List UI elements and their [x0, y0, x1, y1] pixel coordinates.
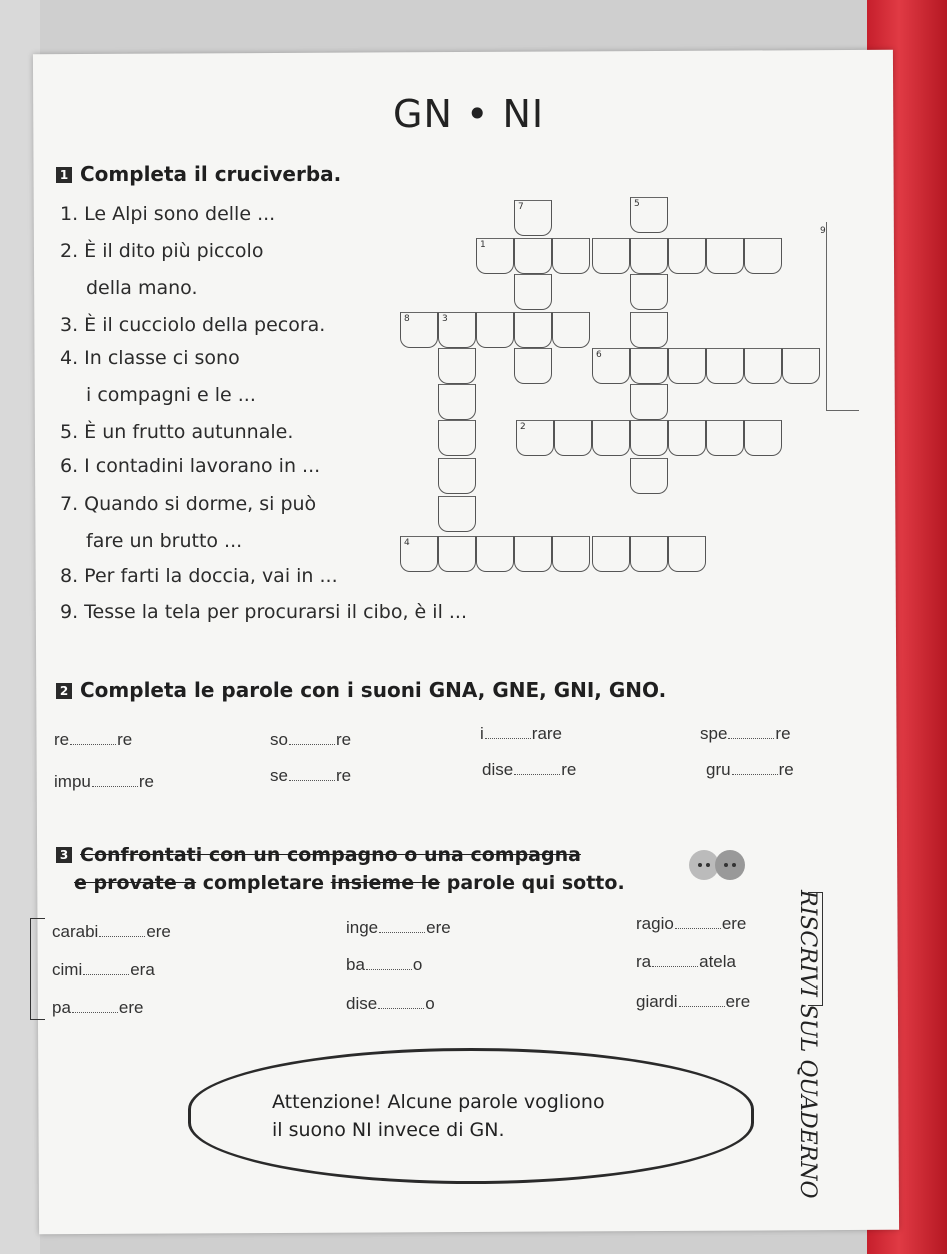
clue-3: 3. È il cucciolo della pecora. — [60, 314, 326, 336]
crossword-cell[interactable] — [438, 420, 476, 456]
answer-blank[interactable] — [366, 969, 412, 970]
crossword-cell[interactable] — [592, 420, 630, 456]
clue-4: 4. In classe ci sono — [60, 347, 240, 369]
crossword-cell[interactable] — [476, 312, 514, 348]
exercise1-number: 1 — [56, 167, 72, 183]
crossword-cell[interactable] — [744, 238, 782, 274]
crossword-cell[interactable] — [514, 200, 552, 236]
exercise2-heading-text: Completa le parole con i suoni GNA, GNE, GNI, GNO. — [80, 678, 667, 702]
crossword-cell[interactable] — [516, 420, 554, 456]
crossword-cell[interactable] — [706, 238, 744, 274]
crossword-cell[interactable] — [668, 348, 706, 384]
exercise1-heading — [56, 162, 341, 186]
answer-blank[interactable] — [289, 744, 335, 745]
clue-5: 5. È un frutto autunnale. — [60, 421, 294, 443]
clue-7-cont: fare un brutto ... — [86, 530, 243, 552]
crossword-cell[interactable] — [400, 312, 438, 348]
word-item: gru re — [706, 760, 794, 779]
answer-blank[interactable] — [99, 936, 145, 937]
clue-6: 6. I contadini lavorano in ... — [60, 455, 321, 477]
exercise3-heading-struck: Confrontati con un compagno o una compagna — [80, 844, 581, 866]
answer-blank[interactable] — [485, 738, 531, 739]
crossword-cell[interactable] — [630, 312, 668, 348]
crossword-cell[interactable] — [476, 536, 514, 572]
cell-number-4: 4 — [404, 538, 410, 548]
cell-number-8: 8 — [404, 314, 410, 324]
cell-number-6: 6 — [596, 350, 602, 360]
exercise2-number: 2 — [56, 683, 72, 699]
crossword-cell[interactable] — [514, 274, 552, 310]
crossword-cell[interactable] — [514, 536, 552, 572]
word-item: giardi ere — [636, 992, 751, 1011]
answer-blank[interactable] — [675, 928, 721, 929]
crossword-cell[interactable] — [552, 312, 590, 348]
crossword-cell[interactable] — [630, 274, 668, 310]
crossword-cell[interactable] — [476, 238, 514, 274]
left-bracket-mark — [30, 918, 45, 1020]
answer-blank[interactable] — [732, 774, 778, 775]
answer-blank[interactable] — [70, 744, 116, 745]
cell-number-2: 2 — [520, 422, 526, 432]
callout-line-1: Attenzione! Alcune parole vogliono — [272, 1091, 605, 1113]
crossword-cell[interactable] — [630, 420, 668, 456]
cell-number-5: 5 — [634, 199, 640, 209]
crossword-cell[interactable] — [438, 348, 476, 384]
word-item: ragio ere — [636, 914, 747, 933]
clue-2: 2. È il dito più piccolo — [60, 240, 264, 262]
clue-1: 1. Le Alpi sono delle ... — [60, 203, 276, 225]
crossword-cell[interactable] — [744, 420, 782, 456]
word-item: inge ere — [346, 918, 451, 937]
crossword-cell[interactable] — [592, 536, 630, 572]
crossword-cell[interactable] — [400, 536, 438, 572]
crossword-cell[interactable] — [438, 496, 476, 532]
exercise3-number: 3 — [56, 847, 72, 863]
crossword-cell[interactable] — [438, 312, 476, 348]
crossword-cell[interactable] — [630, 238, 668, 274]
word-item: ra atela — [636, 952, 736, 971]
crossword-cell[interactable] — [514, 312, 552, 348]
cell-number-9: 9 — [820, 226, 826, 236]
word-item: cimi era — [52, 960, 155, 979]
crossword-cell[interactable] — [592, 348, 630, 384]
crossword-cell[interactable] — [514, 238, 552, 274]
cell-number-1: 1 — [480, 240, 486, 250]
word-item: impu re — [54, 772, 154, 791]
exercise3-heading-line2: e provate a completare insieme le parole qui sotto. — [74, 872, 625, 894]
cell-number-7: 7 — [518, 202, 524, 212]
crossword-cell[interactable] — [630, 197, 668, 233]
word-item: carabi ere — [52, 922, 171, 941]
crossword-cell[interactable] — [630, 458, 668, 494]
children-illustration-icon — [682, 845, 752, 885]
crossword-cell[interactable] — [782, 348, 820, 384]
exercise3-heading — [56, 844, 581, 866]
clue-4-cont: i compagni e le ... — [86, 384, 256, 406]
crossword-cell[interactable] — [706, 420, 744, 456]
page-title: GN • NI — [393, 92, 545, 136]
word-item: dise o — [346, 994, 435, 1013]
answer-blank[interactable] — [378, 1008, 424, 1009]
word-item: re re — [54, 730, 133, 749]
word-item: i rare — [480, 724, 563, 743]
answer-blank[interactable] — [679, 1006, 725, 1007]
answer-blank[interactable] — [652, 966, 698, 967]
answer-blank[interactable] — [514, 774, 560, 775]
exercise2-heading — [56, 678, 666, 702]
answer-blank[interactable] — [289, 780, 335, 781]
crossword-cell[interactable] — [554, 420, 592, 456]
answer-blank[interactable] — [72, 1012, 118, 1013]
crossword-cell[interactable] — [592, 238, 630, 274]
exercise1-heading-text: Completa il cruciverba. — [80, 162, 342, 186]
word-item: se re — [270, 766, 352, 785]
callout-line-2: il suono NI invece di GN. — [272, 1119, 505, 1141]
word-item: so re — [270, 730, 352, 749]
crossword-cell[interactable] — [438, 536, 476, 572]
crossword-cell[interactable] — [438, 384, 476, 420]
word-item: dise re — [482, 760, 577, 779]
crossword-cell[interactable] — [514, 348, 552, 384]
crossword-cell[interactable] — [668, 420, 706, 456]
crossword-cell[interactable] — [552, 536, 590, 572]
crossword-cell[interactable] — [438, 458, 476, 494]
answer-blank[interactable] — [92, 786, 138, 787]
crossword-cell[interactable] — [630, 536, 668, 572]
crossword-cell[interactable] — [744, 348, 782, 384]
crossword-cell[interactable] — [630, 384, 668, 420]
callout-text — [272, 1088, 605, 1144]
cell-number-3: 3 — [442, 314, 448, 324]
answer-blank[interactable] — [728, 738, 774, 739]
word-item: pa ere — [52, 998, 144, 1017]
crossword-column-9[interactable] — [826, 222, 859, 411]
clue-2-cont: della mano. — [86, 277, 198, 299]
clue-8: 8. Per farti la doccia, vai in ... — [60, 565, 338, 587]
crossword-cell[interactable] — [706, 348, 744, 384]
answer-blank[interactable] — [379, 932, 425, 933]
crossword-cell[interactable] — [630, 348, 668, 384]
answer-blank[interactable] — [83, 974, 129, 975]
crossword-cell[interactable] — [668, 238, 706, 274]
clue-7: 7. Quando si dorme, si può — [60, 493, 317, 515]
word-item: ba o — [346, 955, 423, 974]
clue-9: 9. Tesse la tela per procurarsi il cibo, è il ... — [60, 601, 468, 623]
handwritten-note — [795, 890, 820, 950]
crossword-cell[interactable] — [552, 238, 590, 274]
word-item: spe re — [700, 724, 791, 743]
crossword-cell[interactable] — [668, 536, 706, 572]
